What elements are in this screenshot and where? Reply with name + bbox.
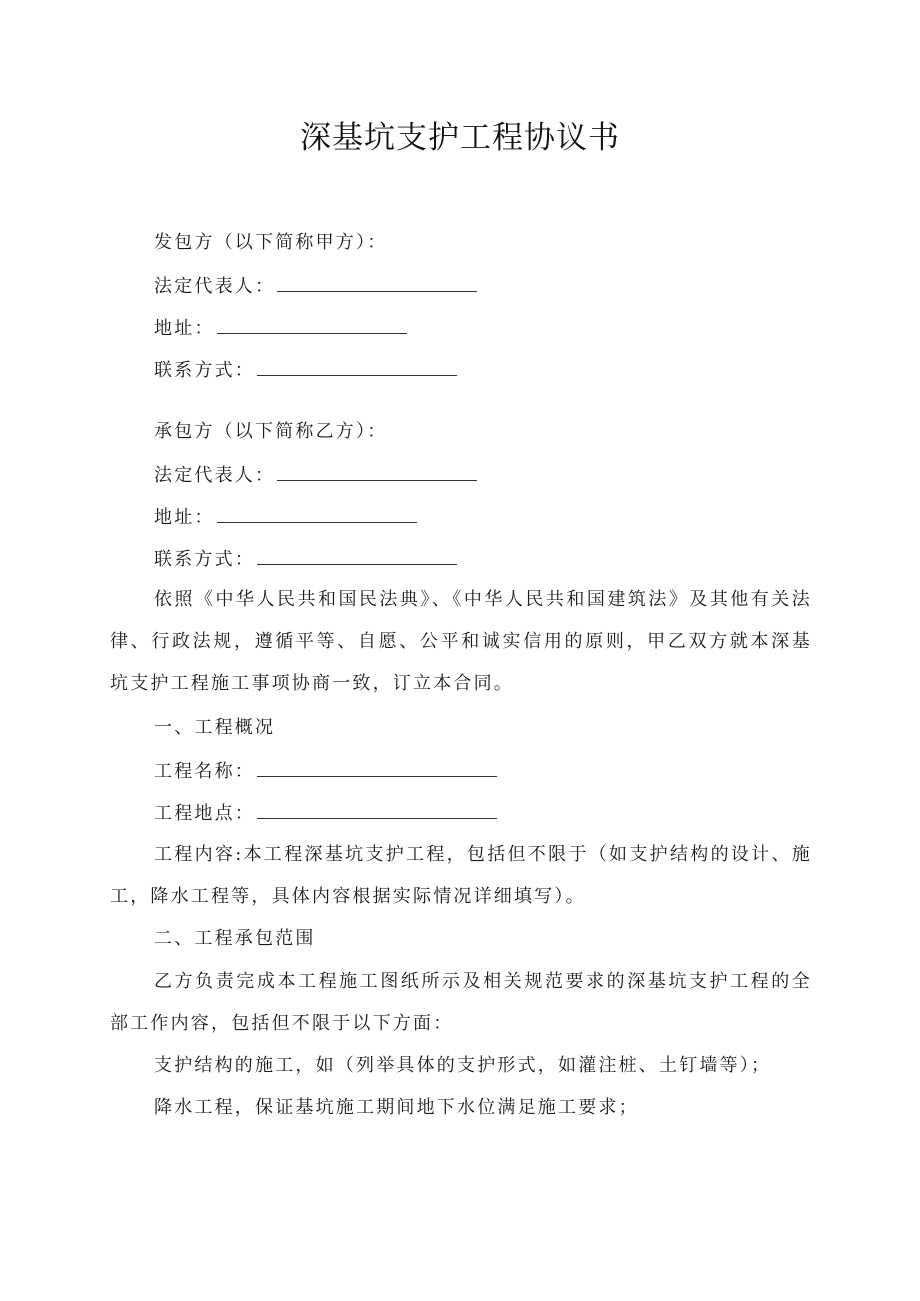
party-b-rep-line [154, 460, 477, 490]
party-a-addr-blank[interactable] [217, 313, 407, 334]
section1-heading: 一、工程概况 [154, 717, 276, 738]
preamble-paragraph: 依照《中华人民共和国民法典》、《中华人民共和国建筑法》及其他有关法律、行政法规，遵循平等、自愿、公平和诚实信用的原则，甲乙双方就本深基坑支护工程施工事项协商一致，订立本合同。 [110, 589, 812, 694]
party-b-addr-label: 地址： [154, 507, 215, 528]
party-a-rep-line [154, 271, 477, 301]
project-name-line [154, 756, 497, 786]
party-a-heading: 发包方（以下简称甲方）： [154, 232, 388, 253]
scope-item-dewatering: 降水工程，保证基坑施工期间地下水位满足施工要求； [154, 1097, 639, 1118]
project-name-blank[interactable] [257, 756, 497, 777]
party-a-contact-line [154, 355, 457, 385]
party-a-contact-label: 联系方式： [154, 360, 255, 381]
project-location-label: 工程地点： [154, 803, 255, 824]
party-b-rep-blank[interactable] [277, 460, 477, 481]
project-location-line [154, 798, 497, 828]
party-a-rep-blank[interactable] [277, 271, 477, 292]
party-a-rep-label: 法定代表人： [154, 276, 276, 297]
project-content-paragraph: 工程内容:本工程深基坑支护工程，包括但不限于（如支护结构的设计、施工，降水工程等，具体内容根据实际情况详细填写）。 [110, 844, 812, 907]
document-title: 深基坑支护工程协议书 [300, 120, 620, 156]
party-a-addr-label: 地址： [154, 318, 215, 339]
party-a-contact-blank[interactable] [257, 355, 457, 376]
party-a-addr-line [154, 313, 407, 343]
project-location-blank[interactable] [257, 798, 497, 819]
party-b-addr-blank[interactable] [217, 502, 417, 523]
party-b-heading: 承包方（以下简称乙方）： [154, 421, 388, 442]
section2-intro-paragraph: 乙方负责完成本工程施工图纸所示及相关规范要求的深基坑支护工程的全部工作内容，包括但不限于以下方面： [110, 971, 812, 1034]
project-name-label: 工程名称： [154, 761, 255, 782]
party-b-contact-label: 联系方式： [154, 549, 255, 570]
section2-heading: 二、工程承包范围 [154, 928, 316, 949]
party-b-contact-line [154, 544, 457, 574]
party-b-rep-label: 法定代表人： [154, 465, 276, 486]
party-b-contact-blank[interactable] [257, 544, 457, 565]
party-b-addr-line [154, 502, 417, 532]
scope-item-support-structure: 支护结构的施工，如（列举具体的支护形式，如灌注桩、土钉墙等）； [154, 1055, 772, 1076]
